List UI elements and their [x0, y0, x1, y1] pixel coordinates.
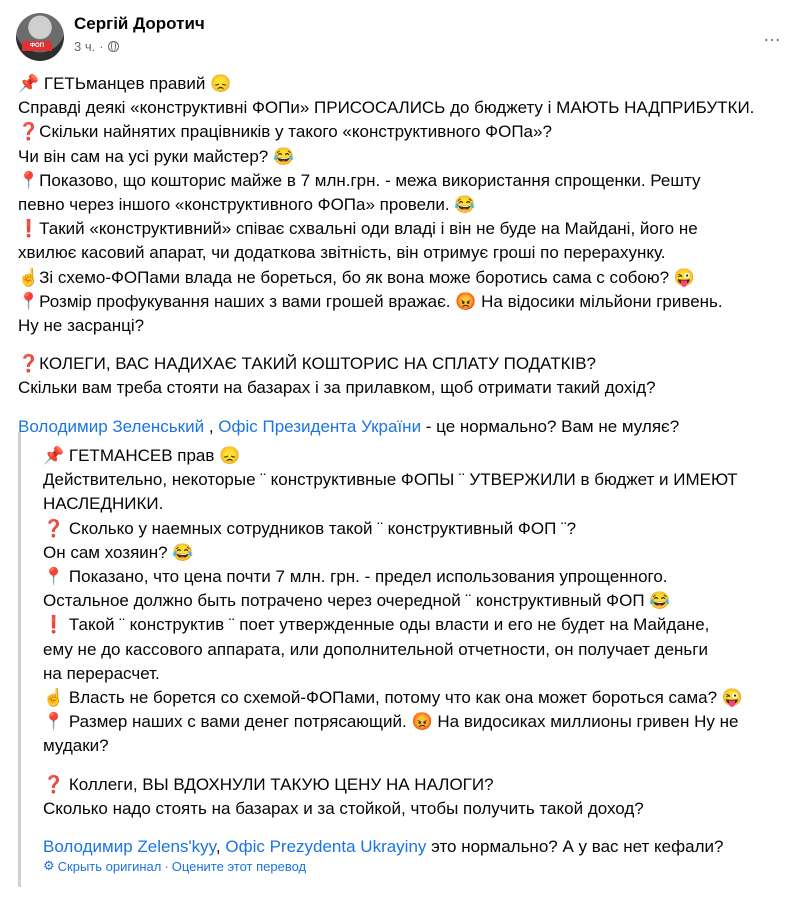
translation-line: ☝️ Власть не борется со схемой-ФОПами, потому что как она может бороться сама? 😜: [43, 688, 743, 708]
post-line: Ну не засранці?: [18, 316, 145, 336]
translated-tag-zelensky-link[interactable]: Володимир Zelens'kyy: [43, 837, 216, 857]
hide-original-link[interactable]: Скрыть оригинал: [57, 858, 162, 874]
gear-icon[interactable]: ⚙: [43, 858, 55, 873]
tag-president-office-link[interactable]: Офіс Президента України: [218, 416, 422, 436]
tags-tail-text: - це нормально? Вам не муляє?: [421, 416, 680, 436]
translation-line: Он сам хозяин? 😂: [43, 542, 194, 562]
post-line: 📍Показово, що кошторис майже в 7 млн.грн. - межа використання спрощенки. Решту: [18, 170, 701, 190]
public-globe-icon: [108, 41, 119, 52]
tag-separator: ,: [204, 416, 219, 436]
translation-line: ему не до кассового аппарата, или дополнительной отчетности, он получает деньги: [43, 639, 708, 659]
post-line: Скільки вам треба стояти на базарах і за прилавком, щоб отримати такий дохід?: [18, 378, 656, 398]
post-line: Чи він сам на усі руки майстер? 😂: [18, 146, 295, 166]
post-line: 📌 ГЕТЬманцев правий 😞: [18, 74, 232, 93]
translation-line: ❓ Коллеги, ВЫ ВДОХНУЛИ ТАКУЮ ЦЕНУ НА НАЛОГИ?: [43, 774, 494, 794]
translation-line: ❗ Такой ¨ конструктив ¨ поет утвержденные оды власти и его не будет на Майдане,: [43, 615, 710, 635]
meta-dot: ·: [99, 39, 104, 54]
author-name[interactable]: Сергій Доротич: [74, 14, 205, 33]
translation-line: Сколько надо стоять на базарах и за стойкой, чтобы получить такой доход?: [43, 798, 644, 818]
avatar-badge: ФОП: [22, 41, 52, 51]
translation-footer: [43, 858, 306, 874]
translation-line: НАСЛЕДНИКИ.: [43, 494, 164, 514]
post-line: ❓КОЛЕГИ, ВАС НАДИХАЄ ТАКИЙ КОШТОРИС НА СПЛАТУ ПОДАТКІВ?: [18, 354, 596, 374]
translated-tag-president-office-link[interactable]: Офіс Prezydenta Ukrayiny: [225, 837, 427, 857]
post-body: [18, 72, 788, 439]
post-header: [16, 13, 784, 61]
translation-line: на перерасчет.: [43, 663, 160, 683]
post-line: ☝️Зі схемо-ФОПами влада не бореться, бо як вона може боротись сама с собою? 😜: [18, 267, 695, 287]
footer-dot: ·: [164, 858, 169, 874]
translation-line: ❓ Сколько у наемных сотрудников такой ¨ конструктивный ФОП ¨?: [43, 518, 577, 538]
translated-tags-tail-text: это нормально? А у вас нет кефали?: [426, 837, 724, 857]
translation-line: Действительно, некоторые ¨ конструктивные ФОПЫ ¨ УТВЕРЖИЛИ в бюджет и ИМЕЮТ: [43, 470, 738, 490]
translation-line: мудаки?: [43, 736, 109, 756]
post-line: ❓Скільки найнятих працівників у такого «конструктивного ФОПа»?: [18, 122, 552, 142]
post-meta: [74, 39, 119, 54]
tag-separator: ,: [215, 837, 226, 857]
translation-line: Остальное должно быть потрачено через очередной ¨ конструктивный ФОП 😂: [43, 591, 671, 611]
post-line: 📍Розмір профукування наших з вами грошей вражає. 😡 На відосики мільйони гривень.: [18, 291, 723, 311]
tag-zelensky-link[interactable]: Володимир Зеленський: [18, 416, 205, 436]
more-options-icon[interactable]: …: [763, 25, 782, 45]
post-line: певно через іншого «конструктивного ФОПа» провели. 😂: [18, 195, 476, 215]
post-time[interactable]: 3 ч.: [74, 39, 96, 54]
translation-block: [18, 432, 788, 887]
translation-line: 📍 Показано, что цена почти 7 млн. грн. - предел использования упрощенного.: [43, 567, 668, 587]
author-avatar[interactable]: [16, 13, 64, 61]
post-line: хвилює касовий апарат, чи додаткова звітність, він отримує гроші по перерахунку.: [18, 243, 666, 263]
rate-translation-link[interactable]: Оцените этот перевод: [171, 858, 307, 874]
translation-line: 📍 Размер наших с вами денег потрясающий. 😡 На видосиках миллионы гривен Ну не: [43, 712, 739, 732]
translation-body: [43, 444, 773, 859]
post-line: Справді деякі «конструктивні ФОПи» ПРИСОСАЛИСЬ до бюджету і МАЮТЬ НАДПРИБУТКИ.: [18, 98, 755, 118]
post-line: ❗Такий «конструктивний» співає схвальні оди владі і він не буде на Майдані, його не: [18, 219, 698, 239]
translation-tags-line: [43, 835, 773, 859]
translation-line: 📌 ГЕТМАНСЕВ прав 😞: [43, 446, 241, 465]
